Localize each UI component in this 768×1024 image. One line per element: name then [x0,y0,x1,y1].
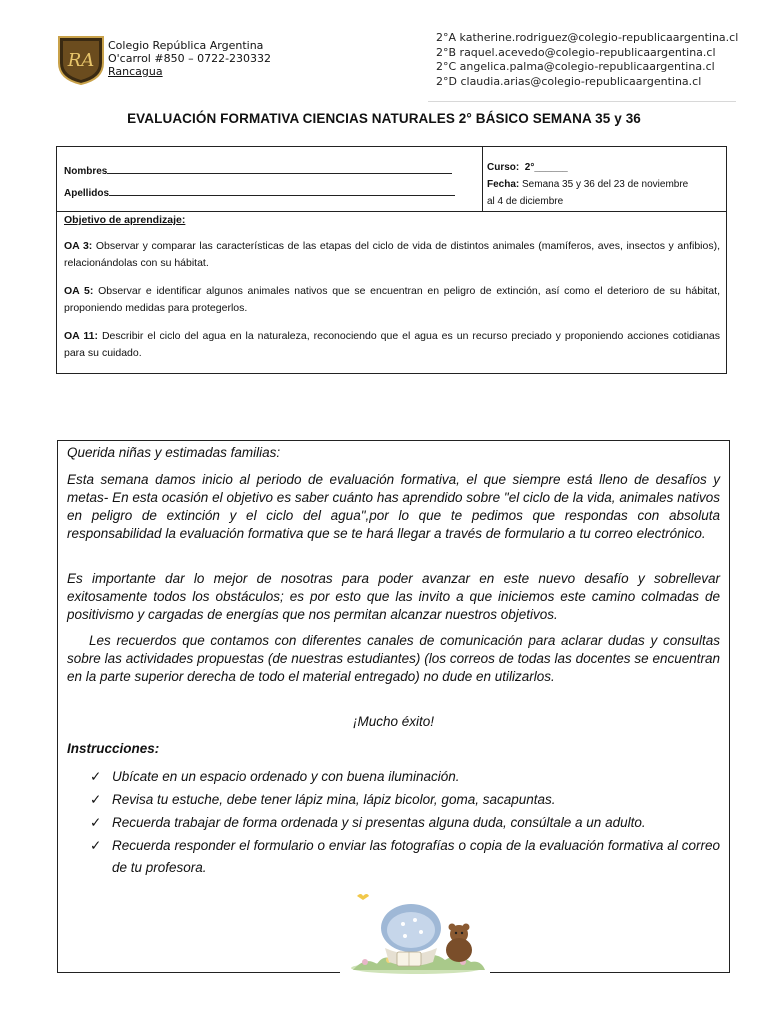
fecha-value-line2: al 4 de diciembre [487,196,564,207]
instructions-heading: Instrucciones: [67,741,160,756]
objectives-heading: Objetivo de aprendizaje: [64,214,186,226]
logo-monogram: RA [67,50,95,71]
apellidos-label: Apellidos [64,188,110,199]
check-icon: ✓ [90,769,102,784]
letter-closing: ¡Mucho éxito! [352,714,435,729]
letter-paragraph-1: Esta semana damos inicio al periodo de evaluación formativa, el que siempre está lleno de desafíos y metas- En esta ocasión el objetivo es saber cuánto has aprendido sobre "el ciclo de la vida, animales nativos en peligro de extinción y el ciclo del agua",por lo que te pedimos que respondas con absoluta responsabilidad la evaluación formativa que se te hará llegar a través de formulario a tu correo electrónico. [67,472,720,541]
fecha-value-line1: Semana 35 y 36 del 23 de noviembre [522,179,689,190]
instruction-item: ✓ Ubícate en un espacio ordenado y con buena iluminación. [90,766,720,788]
apellidos-blank[interactable] [109,186,455,196]
fecha-field [487,176,723,210]
check-icon: ✓ [90,838,102,853]
check-icon: ✓ [90,815,102,830]
school-name: Colegio República Argentina [108,39,264,52]
school-address: O'carrol #850 – 0722-230332 [108,52,272,65]
curso-label: Curso: [487,162,520,173]
objective-oa3 [64,238,720,272]
oa3-text: Observar y comparar las características de las etapas del ciclo de vida de distintos animales (mamíferos, aves, insectos y anfibios), relacionándolas con su hábitat. [64,240,720,269]
instruction-item: ✓ Recuerda responder el formulario o enviar las fotografías o copia de la evaluación formativa al correo de tu profesora. [90,835,720,879]
email-2c[interactable]: 2°C angelica.palma@colegio-republicaargentina.cl [436,60,715,73]
oa5-code: OA 5: [64,285,94,297]
nombres-blank[interactable] [107,164,452,174]
letter-paragraph-2: Es importante dar lo mejor de nosotras para poder avanzar en este nuevo desafío y sobrellevar exitosamente todos los obstáculos; es por esto que las invito a que iniciemos este camino colmadas de positivismo y cargadas de energías que nos permitan alcanzar nuestros objetivos. [67,571,720,622]
curso-field[interactable] [487,159,568,176]
header-divider [428,101,736,102]
fecha-label: Fecha: [487,179,520,190]
email-2a[interactable]: 2°A katherine.rodriguez@colegio-republicaargentina.cl [436,31,739,44]
teacher-emails [436,31,738,89]
instruction-item: ✓ Recuerda trabajar de forma ordenada y si presentas alguna duda, consúltale a un adulto. [90,812,720,834]
objective-oa11 [64,328,720,362]
oa3-code: OA 3: [64,240,93,252]
oa11-text: Describir el ciclo del agua en la naturaleza, reconociendo que el agua es un recurso preciado y proponiendo acciones cotidianas para su cuidado. [64,330,720,359]
curso-value: 2°______ [524,162,568,173]
objective-oa5 [64,283,720,317]
instruction-item: ✓ Revisa tu estuche, debe tener lápiz mina, lápiz bicolor, goma, sacapuntas. [90,789,720,811]
school-city: Rancagua [108,65,163,78]
email-2d[interactable]: 2°D claudia.arias@colegio-republicaargentina.cl [436,74,702,88]
nombres-field[interactable] [64,161,452,179]
school-logo [57,33,105,85]
letter-paragraph-3: Les recuerdos que contamos con diferentes canales de comunicación para aclarar dudas y consultas sobre las actividades propuestas (de nuestras estudiantes) (los correos de todas las docentes se encuentran en la parte superior derecha de todo el material entregado) no dude en utilizarlos. [67,633,720,684]
oa5-text: Observar e identificar algunos animales nativos que se encuentran en peligro de extinción, así como el deterioro de su hábitat, proponiendo medidas para protegerlos. [64,285,720,314]
letter-greeting: Querida niñas y estimadas familias: [67,445,281,460]
oa11-code: OA 11: [64,330,98,342]
box-column-divider [482,146,483,211]
page-title: EVALUACIÓN FORMATIVA CIENCIAS NATURALES 2° BÁSICO SEMANA 35 y 36 [127,111,641,126]
school-info [108,39,271,78]
check-icon: ✓ [90,792,102,807]
email-2b[interactable]: 2°B raquel.acevedo@colegio-republicaargentina.cl [436,45,716,59]
apellidos-field[interactable] [64,183,455,201]
nombres-label: Nombres [64,166,108,177]
girl-reading-illustration [345,890,490,975]
